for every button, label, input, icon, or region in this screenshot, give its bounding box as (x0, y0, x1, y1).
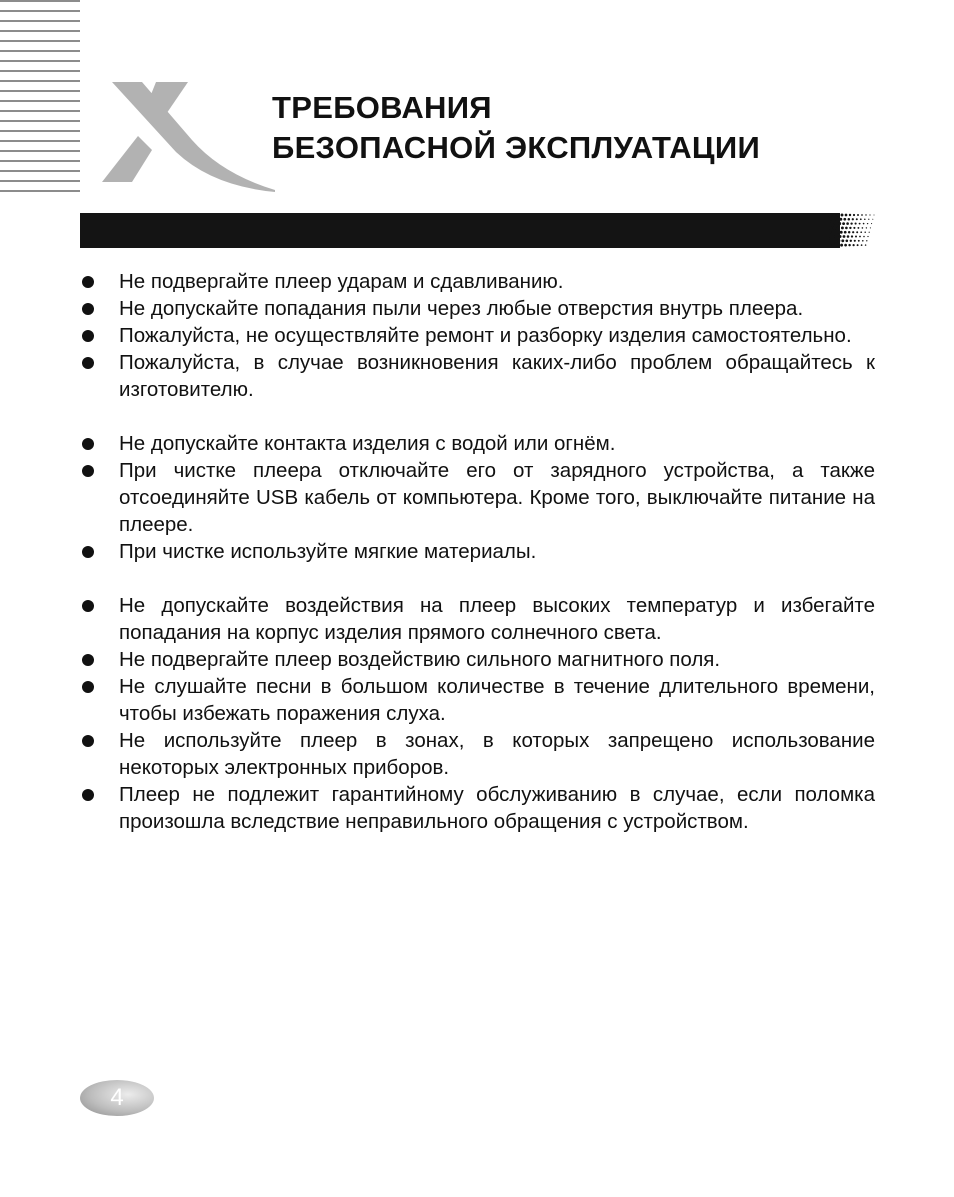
halftone-dot (858, 240, 860, 242)
halftone-dot (860, 231, 862, 233)
halftone-dot (853, 244, 855, 246)
halftone-dot (855, 223, 857, 225)
halftone-dot (862, 227, 864, 229)
halftone-dot (832, 243, 835, 246)
halftone-dot (846, 222, 849, 225)
halftone-dot (852, 218, 854, 220)
halftone-dot (866, 240, 867, 241)
halftone-dot (835, 218, 838, 221)
halftone-dot (862, 240, 864, 242)
halftone-dot (841, 214, 844, 217)
halftone-dot (872, 219, 873, 220)
halftone-dot (851, 235, 853, 237)
halftone-dot (861, 244, 863, 246)
halftone-dot (837, 239, 840, 242)
list-item: При чистке используйте мягкие материалы. (80, 538, 875, 565)
dot-pattern-decoration (828, 213, 878, 248)
halftone-dot (850, 222, 852, 224)
halftone-dot (830, 222, 834, 226)
list-item: При чистке плеера отключайте его от зарядного устройства, а также отсоединяйте USB кабель от компьютера. Кроме того, выключайте питание на плеере. (80, 457, 875, 538)
halftone-dot (831, 230, 834, 233)
halftone-dot (834, 235, 837, 238)
halftone-dot (845, 239, 848, 242)
halftone-dot (843, 235, 846, 238)
halftone-dot (841, 226, 844, 229)
list-item: Не допускайте воздействия на плеер высоких температур и избегайте попадания на корпус изделия прямого солнечного света. (80, 592, 875, 646)
halftone-dot (845, 227, 848, 230)
halftone-dot (849, 214, 851, 216)
halftone-dot (869, 214, 870, 215)
halftone-dot (848, 231, 850, 233)
halftone-dot (828, 213, 832, 217)
halftone-dot (830, 235, 834, 239)
halftone-dot (836, 231, 839, 234)
halftone-dot (847, 235, 850, 238)
halftone-dot (848, 218, 851, 221)
list-item: Не допускайте попадания пыли через любые отверстия внутрь плеера. (80, 295, 875, 322)
halftone-dot (865, 214, 866, 215)
halftone-dot (833, 226, 836, 229)
halftone-dot (848, 244, 850, 246)
halftone-dot (853, 214, 855, 216)
halftone-dot (829, 239, 833, 243)
halftone-dot (834, 222, 837, 225)
halftone-dot (852, 231, 854, 233)
halftone-dot (844, 231, 847, 234)
halftone-dot (836, 213, 839, 216)
halftone-dot (865, 244, 866, 245)
halftone-dot (869, 232, 870, 233)
bullet-group (80, 430, 875, 565)
halftone-dot (868, 219, 869, 220)
halftone-dot (863, 236, 865, 238)
list-item: Не подвергайте плеер ударам и сдавливанию. (80, 268, 875, 295)
halftone-dot (838, 235, 841, 238)
halftone-dot (840, 244, 843, 247)
halftone-dot (860, 218, 862, 220)
halftone-dot (839, 218, 842, 221)
halftone-dot (842, 222, 845, 225)
header-bar (80, 213, 840, 248)
halftone-dot (864, 219, 866, 221)
page-number-badge (80, 1080, 154, 1116)
halftone-dot (874, 215, 875, 216)
halftone-dot (867, 236, 868, 237)
list-item: Пожалуйста, не осуществляйте ремонт и разборку изделия самостоятельно. (80, 322, 875, 349)
safety-list (80, 268, 875, 835)
halftone-dot (828, 217, 831, 221)
halftone-dot (828, 235, 830, 239)
list-item: Не подвергайте плеер воздействию сильного магнитного поля. (80, 646, 875, 673)
bullet-group (80, 268, 875, 403)
halftone-dot (836, 244, 839, 247)
halftone-dot (857, 244, 859, 246)
halftone-dot (833, 239, 836, 242)
title-line-2: БЕЗОПАСНОЙ ЭКСПЛУАТАЦИИ (272, 130, 761, 165)
halftone-dot (859, 223, 861, 225)
halftone-dot (870, 227, 871, 228)
halftone-dot (853, 227, 855, 229)
halftone-dot (841, 239, 844, 242)
halftone-dot (832, 213, 835, 216)
halftone-dot (854, 240, 856, 242)
decorative-stripes (0, 0, 80, 192)
list-item: Не слушайте песни в большом количестве в течение длительного времени, чтобы избежать поражения слуха. (80, 673, 875, 727)
halftone-dot (856, 218, 858, 220)
page-title (272, 88, 760, 168)
halftone-dot (828, 230, 831, 234)
halftone-dot (859, 236, 861, 238)
halftone-dot (871, 223, 872, 224)
title-line-1: ТРЕБОВАНИЯ (272, 90, 492, 125)
list-item: Пожалуйста, в случае возникновения каких-либо проблем обращайтесь к изготовителю. (80, 349, 875, 403)
bullet-group (80, 592, 875, 835)
halftone-dot (861, 214, 863, 216)
halftone-dot (843, 218, 846, 221)
halftone-dot (857, 214, 859, 216)
halftone-dot (828, 243, 831, 247)
list-item: Плеер не подлежит гарантийному обслуживанию в случае, если поломка произошла вследствие неправильного обращения с устройством. (80, 781, 875, 835)
halftone-dot (857, 227, 859, 229)
list-item: Не допускайте контакта изделия с водой или огнём. (80, 430, 875, 457)
x-logo-icon (100, 78, 275, 192)
list-item: Не используйте плеер в зонах, в которых запрещено использование некоторых электронных приборов. (80, 727, 875, 781)
halftone-dot (845, 214, 848, 217)
halftone-dot (866, 227, 867, 228)
halftone-dot (856, 231, 858, 233)
halftone-dot (850, 240, 852, 242)
page-number: 4 (110, 1084, 124, 1111)
halftone-dot (849, 227, 851, 229)
halftone-dot (863, 223, 865, 225)
halftone-dot (838, 222, 841, 225)
halftone-dot (844, 244, 847, 247)
halftone-dot (837, 226, 840, 229)
halftone-dot (829, 226, 833, 230)
halftone-dot (867, 223, 868, 224)
halftone-dot (864, 231, 865, 232)
halftone-dot (831, 218, 835, 222)
halftone-dot (840, 231, 843, 234)
halftone-dot (855, 235, 857, 237)
